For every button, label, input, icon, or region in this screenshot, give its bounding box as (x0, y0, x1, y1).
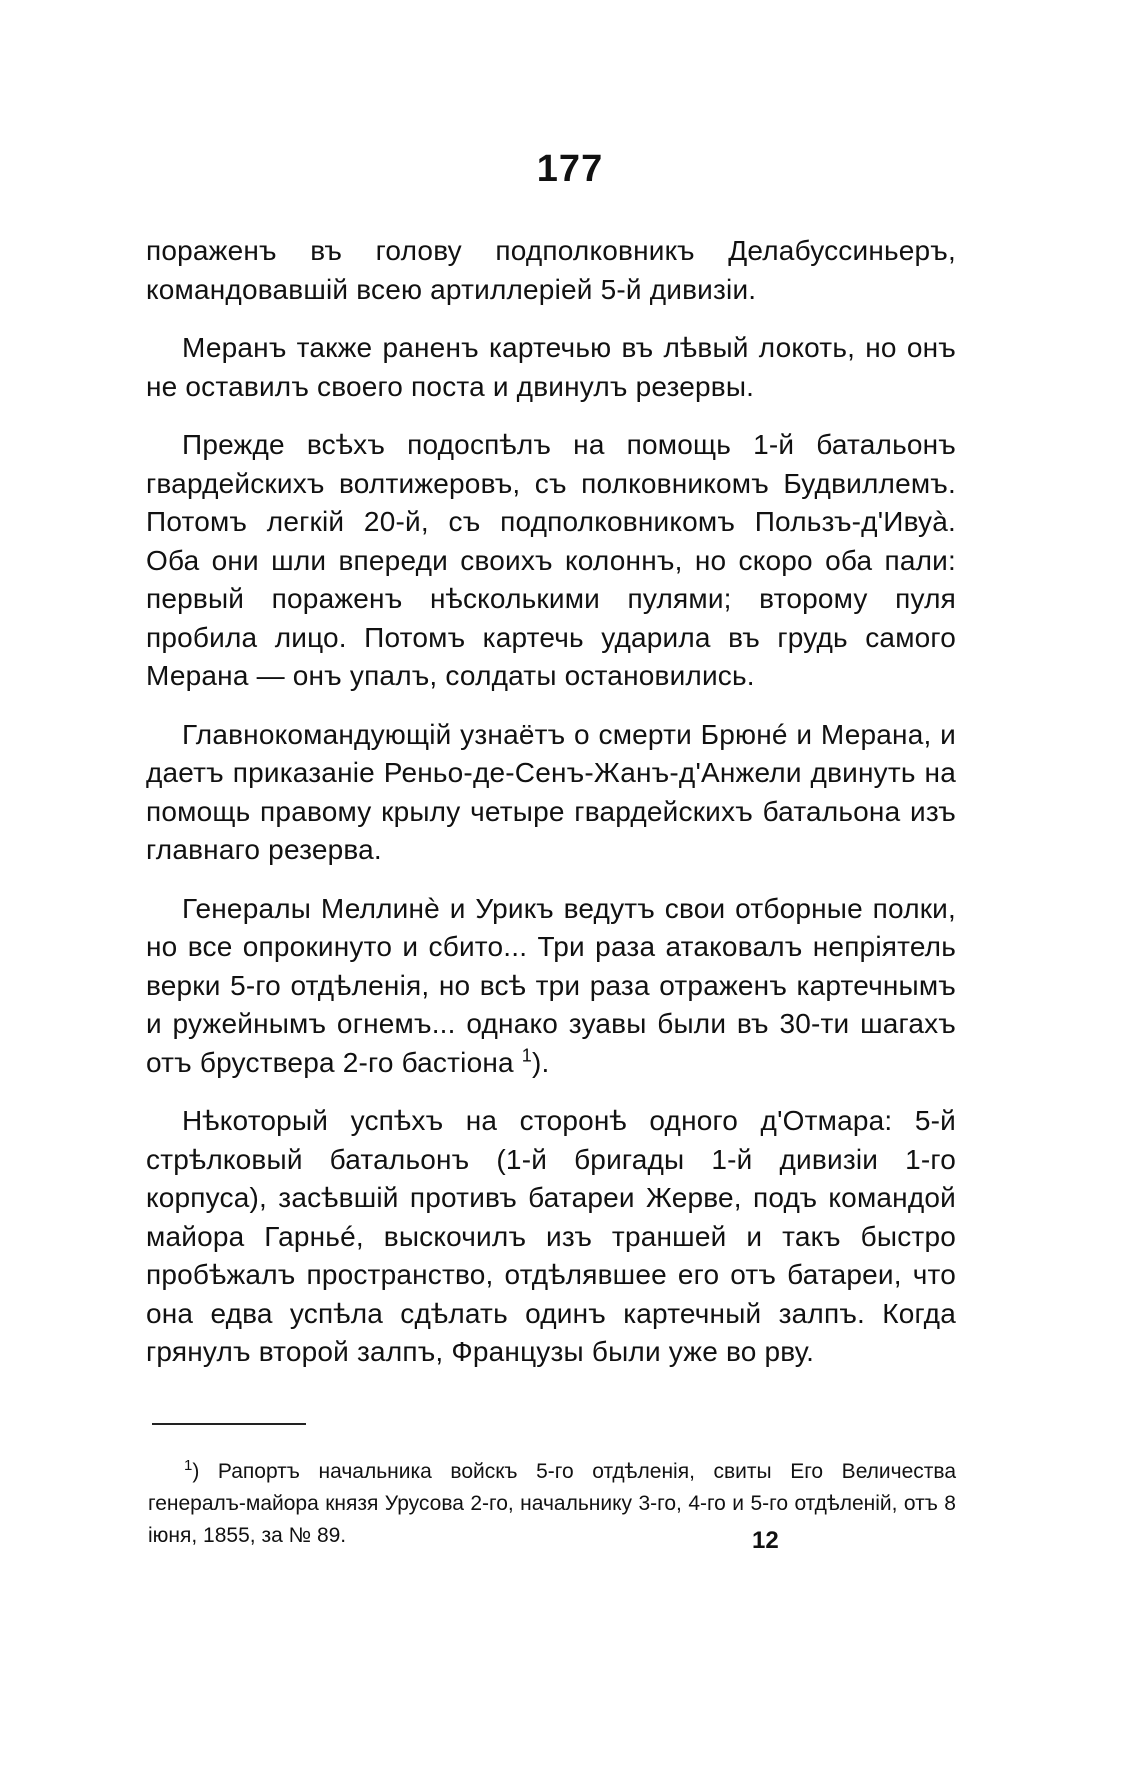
paragraph-4: Главнокомандующій узнаётъ о смерти Брюнé и Мерана, и даетъ приказаніе Реньо-де-Сенъ-Жанъ-д'Анжели двинуть на помощь правому крылу четыре гвардейскихъ батальона изъ главнаго резерва. (146, 718, 956, 865)
paragraph-1: пораженъ въ голову подполковникъ Делабуссиньеръ, командовавшій всею артиллеріей 5-й дивизіи. (146, 235, 956, 305)
paragraph-5-text: Генералы Меллинè и Урикъ ведутъ свои отборные полки, но все опрокинуто и сбито... Три раза атаковалъ непріятель верки 5-го отдѣленія, но всѣ три раза отраженъ картечнымъ и ружейнымъ огнемъ... однако зуавы были въ 30-ти шагахъ отъ бруствера 2-го бастіона (146, 892, 956, 1078)
paragraph-5 (146, 890, 956, 1083)
paragraph-5-tail: ). (532, 1046, 550, 1078)
footnote-divider (152, 1423, 306, 1425)
page-number: 177 (536, 148, 604, 190)
footnote-reference[interactable]: 1 (521, 1045, 532, 1066)
footnote-text: ) Рапортъ начальника войскъ 5-го отдѣленія, свиты Его Величества генералъ-майора князя Урусова 2-го, начальнику 3-го, 4-го и 5-го отдѣленій, отъ 8 іюня, 1855, за № 89. (148, 1460, 956, 1547)
body-text (146, 232, 956, 1392)
footnote-number: 1 (184, 1457, 193, 1474)
paragraph-2: Меранъ также раненъ картечью въ лѣвый локоть, но онъ не оставилъ своего поста и двинулъ резервы. (146, 332, 956, 402)
signature-mark: 12 (752, 1527, 779, 1554)
paragraph-6: Нѣкоторый успѣхъ на сторонѣ одного д'Отмара: 5-й стрѣлковый батальонъ (1-й бригады 1-й дивизіи 1-го корпуса), засѣвшій противъ батареи Жерве, подъ командой майора Гарньé, выскочилъ изъ траншей и такъ быстро пробѣжалъ пространство, отдѣлявшее его отъ батареи, что она едва успѣла сдѣлать одинъ картечный залпъ. Когда грянулъ второй залпъ, Французы были уже во рву. (146, 1105, 956, 1367)
footnote (148, 1456, 956, 1552)
paragraph-3: Прежде всѣхъ подоспѣлъ на помощь 1-й батальонъ гвардейскихъ волтижеровъ, съ полковникомъ Будвиллемъ. Потомъ легкій 20-й, съ подполковникомъ Пользъ-д'Ивуà. Оба они шли впереди своихъ колоннъ, но скоро оба пали: первый пораженъ нѣсколькими пулями; второму пуля пробила лицо. Потомъ картечь ударила въ грудь самого Мерана — онъ упалъ, солдаты остановились. (146, 429, 956, 691)
